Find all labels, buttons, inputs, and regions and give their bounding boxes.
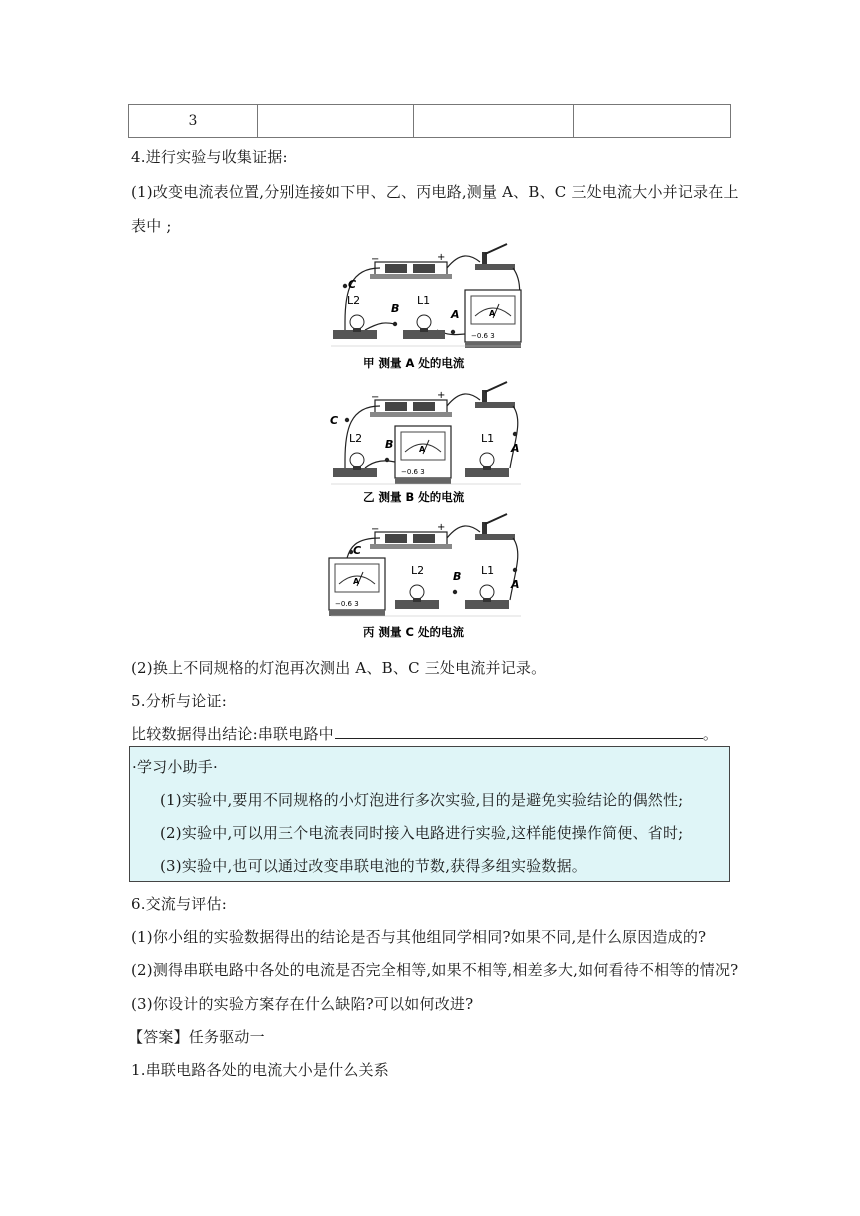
answer-blank[interactable] bbox=[335, 726, 703, 739]
plus-label: + bbox=[437, 522, 446, 533]
lamp-l1-icon bbox=[403, 315, 445, 339]
battery-icon bbox=[370, 400, 452, 417]
data-table bbox=[128, 104, 731, 138]
section4-item2: (2)换上不同规格的灯泡再次测出 A、B、C 三处电流并记录。 bbox=[131, 659, 547, 677]
plus-label: + bbox=[437, 390, 446, 401]
conclusion-line bbox=[131, 723, 718, 744]
lamp-l1-icon bbox=[465, 453, 509, 477]
circuit-figure-bing bbox=[325, 512, 525, 642]
point-b-label: B bbox=[385, 438, 394, 451]
section5-heading: 5.分析与论证: bbox=[131, 692, 227, 710]
study-helper-box bbox=[129, 746, 730, 882]
ammeter-scale: −0.6 3 bbox=[335, 600, 359, 608]
helper-tip: (2)实验中,可以用三个电流表同时接入电路进行实验,这样能使操作简便、省时; bbox=[160, 824, 684, 842]
answer-label: 【答案】任务驱动一 bbox=[128, 1028, 265, 1046]
lamp-l1-label: L1 bbox=[481, 432, 495, 445]
ammeter-label: A bbox=[419, 445, 426, 454]
lamp-l1-icon bbox=[465, 585, 509, 609]
point-b-label: B bbox=[391, 302, 400, 315]
figure-caption: 乙 测量 B 处的电流 bbox=[363, 490, 465, 504]
ammeter-scale: −0.6 3 bbox=[401, 468, 425, 476]
switch-icon bbox=[475, 514, 515, 540]
section6-q3: (3)你设计的实验方案存在什么缺陷?可以如何改进? bbox=[131, 995, 474, 1013]
table-cell bbox=[574, 105, 731, 138]
section6-q2: (2)测得串联电路中各处的电流是否完全相等,如果不相等,相差多大,如何看待不相等的情况? bbox=[131, 961, 739, 979]
lamp-l2-label: L2 bbox=[349, 432, 363, 445]
minus-label: − bbox=[371, 392, 380, 403]
circuit-figure-yi bbox=[325, 380, 525, 510]
lamp-l2-label: L2 bbox=[347, 294, 361, 307]
section4-item1-line1: (1)改变电流表位置,分别连接如下甲、乙、丙电路,测量 A、B、C 三处电流大小并记录在上 bbox=[131, 183, 739, 201]
figure-caption: 丙 测量 C 处的电流 bbox=[363, 625, 464, 639]
answer-line1: 1.串联电路各处的电流大小是什么关系 bbox=[131, 1061, 389, 1079]
table-cell bbox=[414, 105, 574, 138]
helper-tip: (1)实验中,要用不同规格的小灯泡进行多次实验,目的是避免实验结论的偶然性; bbox=[160, 791, 684, 809]
point-a-label: A bbox=[511, 578, 520, 591]
point-c-label: C bbox=[353, 544, 362, 557]
ammeter-scale: −0.6 3 bbox=[471, 332, 495, 340]
ammeter-label: A bbox=[489, 309, 496, 318]
ammeter-label: A bbox=[353, 577, 360, 586]
table-cell bbox=[258, 105, 414, 138]
minus-label: − bbox=[371, 524, 380, 535]
point-a-label: A bbox=[451, 308, 460, 321]
table-cell: 3 bbox=[129, 105, 258, 138]
section6-heading: 6.交流与评估: bbox=[131, 895, 227, 913]
point-b-label: B bbox=[453, 570, 462, 583]
conclusion-suffix: 。 bbox=[702, 725, 719, 743]
circuit-figure-jia bbox=[325, 242, 525, 374]
helper-tip: (3)实验中,也可以通过改变串联电池的节数,获得多组实验数据。 bbox=[160, 857, 587, 875]
helper-title: ·学习小助手· bbox=[132, 758, 218, 776]
battery-icon bbox=[370, 532, 452, 549]
point-c-label: C bbox=[330, 414, 339, 427]
battery-icon bbox=[370, 262, 452, 279]
switch-icon bbox=[475, 382, 515, 408]
minus-label: − bbox=[371, 254, 380, 265]
lamp-l1-label: L1 bbox=[417, 294, 431, 307]
section4-heading: 4.进行实验与收集证据: bbox=[131, 148, 288, 166]
point-a-label: A bbox=[511, 442, 520, 455]
section6-q1: (1)你小组的实验数据得出的结论是否与其他组同学相同?如果不同,是什么原因造成的? bbox=[131, 928, 707, 946]
lamp-l2-icon bbox=[395, 585, 439, 609]
switch-icon bbox=[475, 244, 515, 270]
lamp-l1-label: L1 bbox=[481, 564, 495, 577]
figure-caption: 甲 测量 A 处的电流 bbox=[363, 356, 465, 370]
table-row bbox=[129, 105, 731, 138]
section4-item1-line2: 表中 ; bbox=[131, 217, 172, 235]
plus-label: + bbox=[437, 252, 446, 263]
point-c-label: C bbox=[348, 278, 357, 291]
lamp-l2-label: L2 bbox=[411, 564, 425, 577]
conclusion-prefix: 比较数据得出结论:串联电路中 bbox=[131, 725, 334, 743]
